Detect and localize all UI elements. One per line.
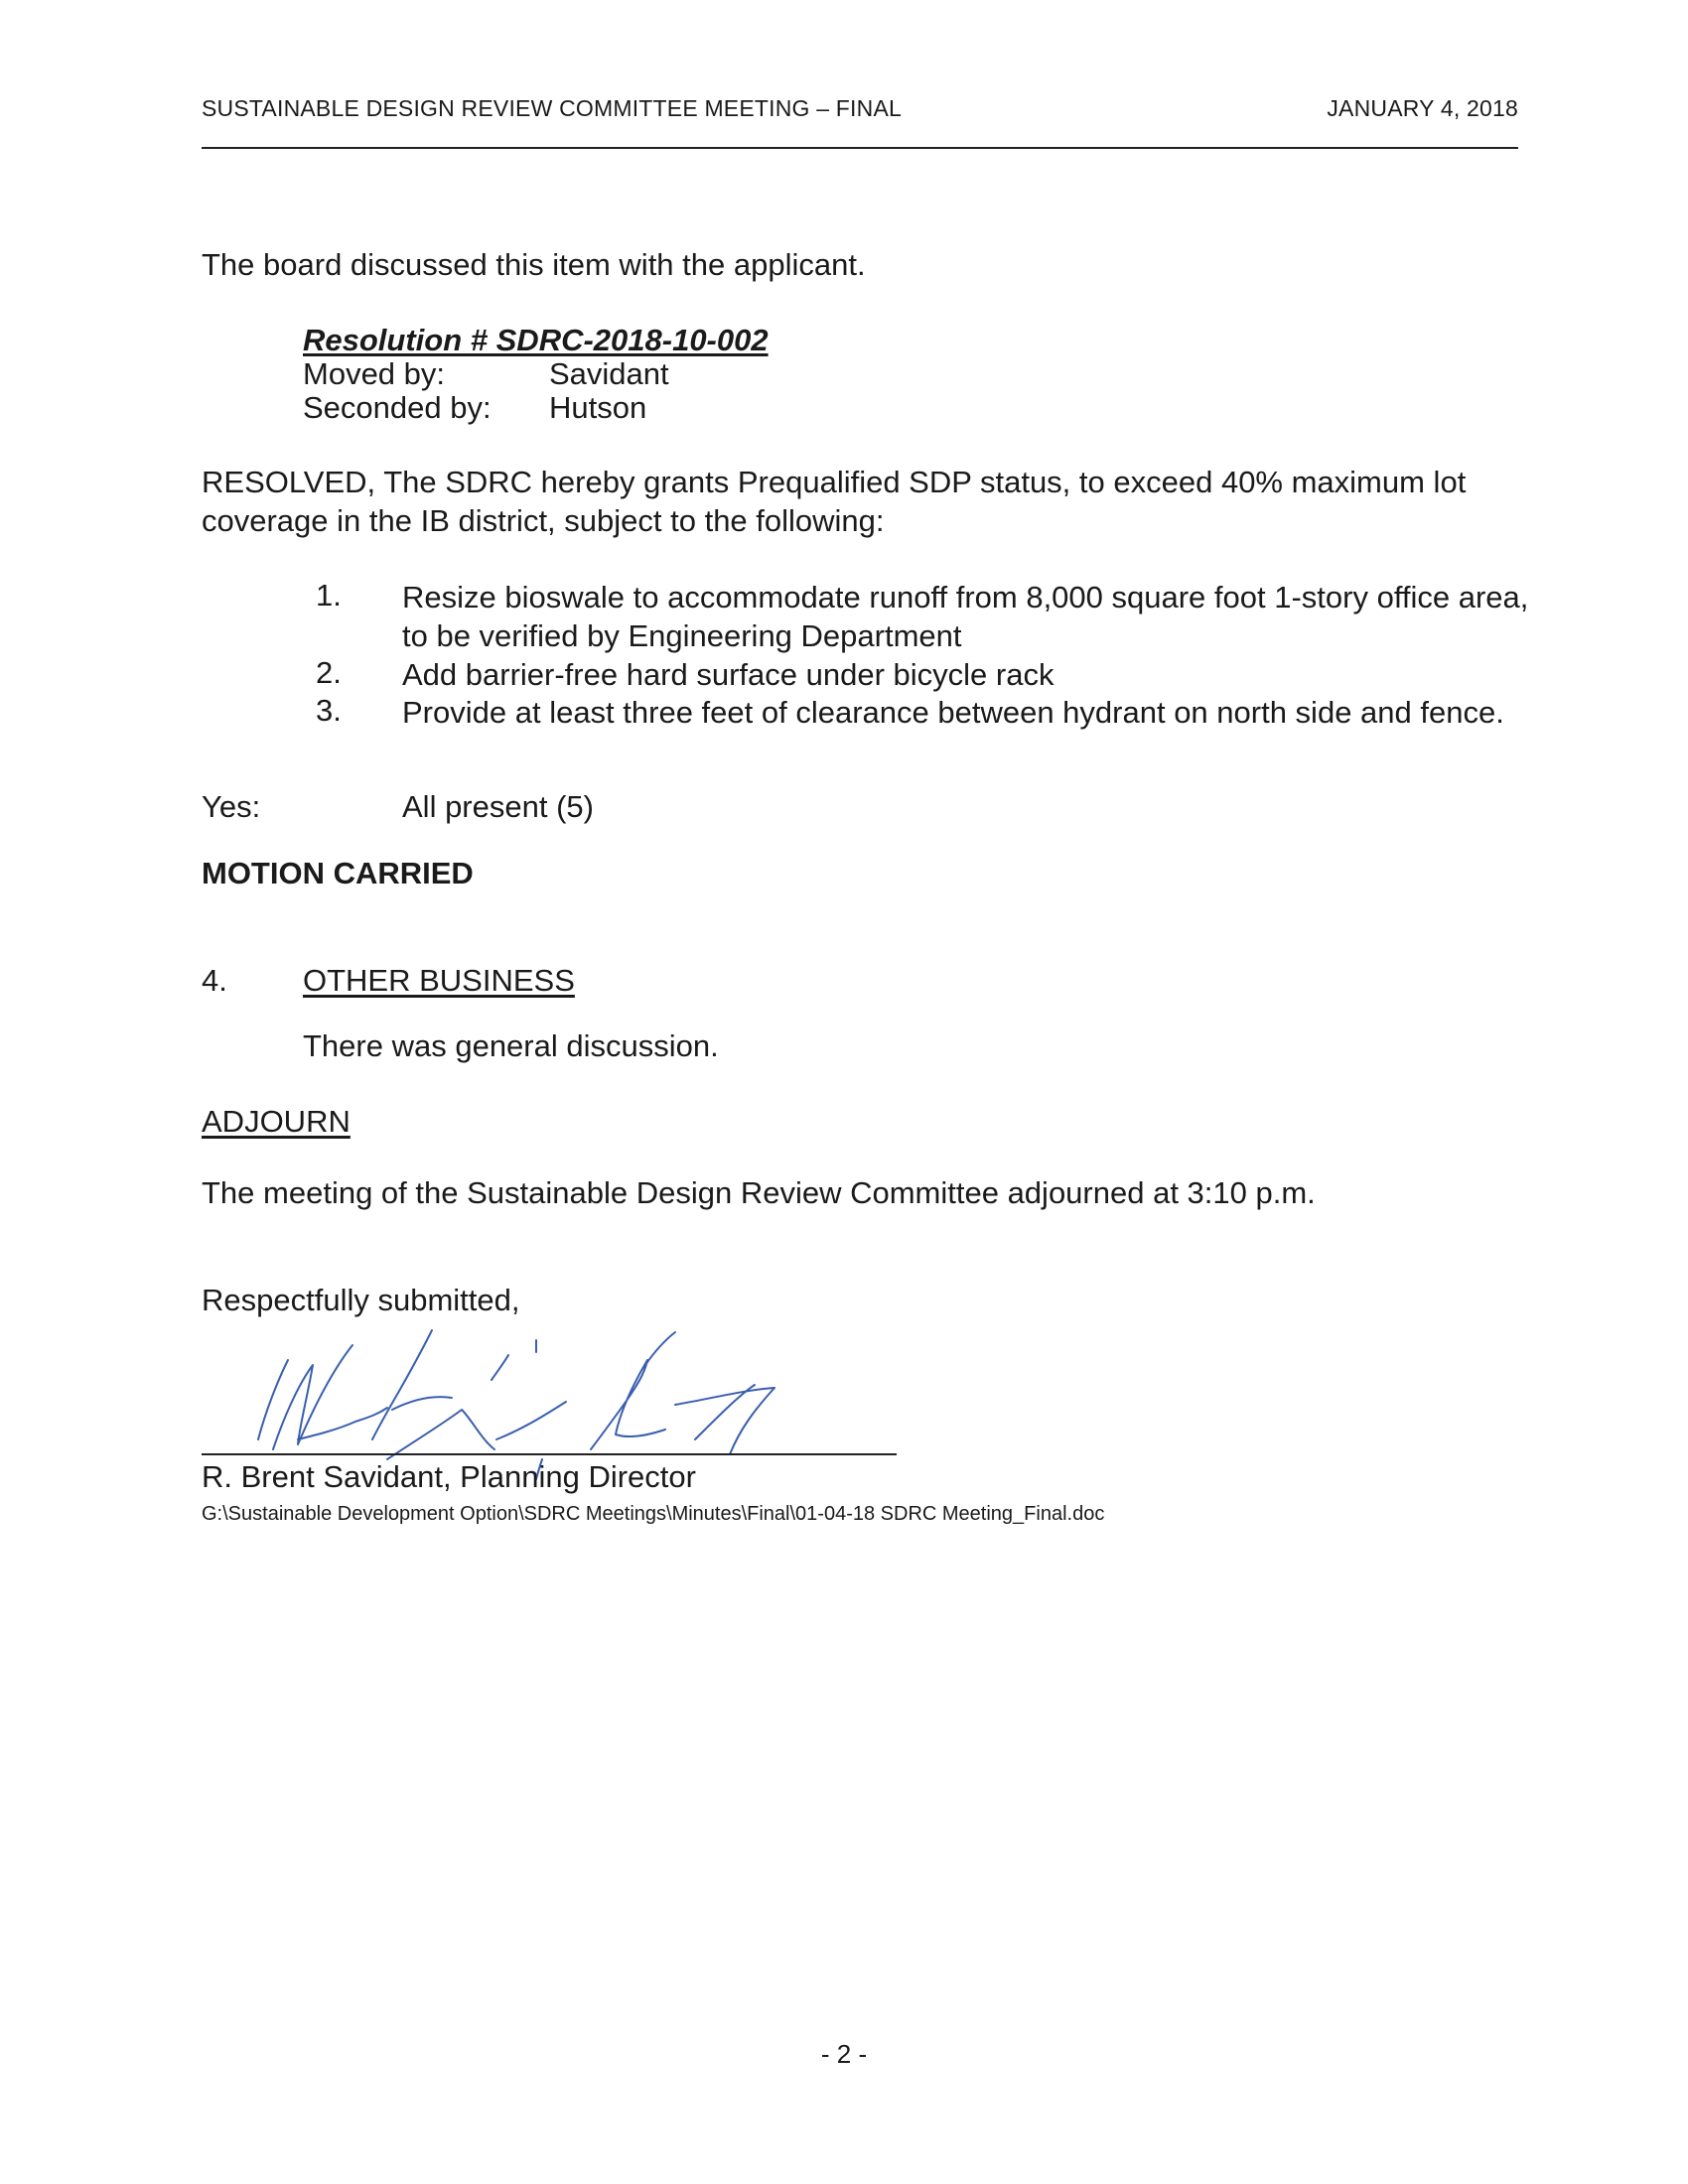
seconded-by-value: Hutson (549, 390, 647, 425)
closing-line: Respectfully submitted, (202, 1283, 520, 1317)
section-number: 4. (202, 963, 227, 998)
resolved-paragraph: RESOLVED, The SDRC hereby grants Prequalified SDP status, to exceed 40% maximum lot coverage in the IB district, subject to the following: (202, 465, 1467, 538)
section-title-other-business: OTHER BUSINESS (303, 963, 575, 998)
resolution-title: Resolution # SDRC-2018-10-002 (303, 323, 769, 357)
header-divider (202, 147, 1518, 149)
moved-by-label: Moved by: (303, 356, 446, 391)
condition-text: Add barrier-free hard surface under bicycle rack (402, 657, 1055, 692)
moved-by-value: Savidant (549, 356, 669, 391)
signature-line (202, 1453, 897, 1455)
section-title-adjourn: ADJOURN (202, 1104, 351, 1139)
vote-value: All present (5) (402, 789, 594, 824)
seconded-by-label: Seconded by: (303, 390, 492, 425)
adjourn-body: The meeting of the Sustainable Design Review Committee adjourned at 3:10 p.m. (202, 1175, 1316, 1210)
header-date: JANUARY 4, 2018 (1327, 95, 1518, 121)
page-number: - 2 - (820, 2039, 868, 2069)
condition-text: Provide at least three feet of clearance between hydrant on north side and fence. (402, 695, 1504, 730)
condition-number: 2. (316, 655, 342, 690)
signer-name: R. Brent Savidant, Planning Director (202, 1459, 696, 1494)
vote-label: Yes: (202, 789, 261, 824)
motion-carried: MOTION CARRIED (202, 856, 474, 890)
file-path: G:\Sustainable Development Option\SDRC Meetings\Minutes\Final\01-04-18 SDRC Meeting_Final.doc (202, 1503, 1105, 1525)
header-title: SUSTAINABLE DESIGN REVIEW COMMITTEE MEETING – FINAL (202, 95, 902, 121)
condition-text: Resize bioswale to accommodate runoff from 8,000 square foot 1-story office area, to be verified by Engineering Department (402, 580, 1529, 653)
other-business-body: There was general discussion. (303, 1028, 719, 1063)
condition-number: 3. (316, 693, 342, 728)
intro-paragraph: The board discussed this item with the applicant. (202, 247, 866, 282)
condition-number: 1. (316, 578, 342, 613)
